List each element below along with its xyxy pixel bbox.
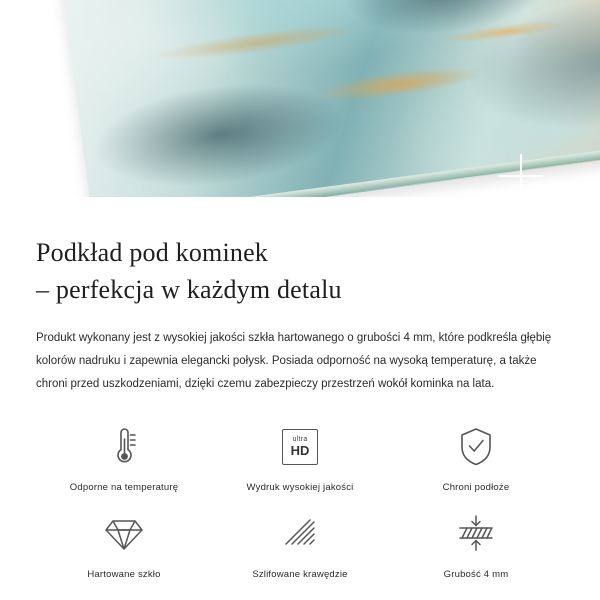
ultra-hd-icon (282, 422, 318, 472)
feature-item-print-quality (212, 422, 388, 493)
diamond-icon (104, 509, 144, 559)
page-title (36, 235, 564, 309)
page-title-line-1: Podkład pod kominek (36, 238, 269, 267)
feature-label: Odporne na temperaturę (69, 481, 179, 493)
ultra-hd-bottom-text: HD (290, 443, 310, 459)
feature-label: Chroni podłoże (442, 481, 510, 493)
feature-label: Hartowane szkło (87, 568, 161, 580)
thickness-icon (454, 509, 498, 559)
ultra-hd-top-text: ultra (292, 436, 308, 444)
content-area (0, 235, 600, 580)
feature-label: Szlifowane krawędzie (252, 568, 348, 580)
description-paragraph: Produkt wykonany jest z wysokiej jakości szkła hartowanego o grubości 4 mm, które podkreśla głębię kolorów nadruku i zapewnia elegancki połysk. Posiada odporność na wysoką temperaturę, a także chroni przed uszkodzeniami, dzięki czemu zabezpieczy przestrzeń wokół kominka na lata. (36, 331, 552, 390)
feature-item-tempered-glass (36, 509, 212, 580)
feature-grid (36, 422, 564, 580)
thermometer-icon (107, 422, 141, 472)
polished-edge-icon (280, 509, 320, 559)
feature-item-protection (388, 422, 564, 493)
feature-label: Wydruk wysokiej jakości (246, 481, 354, 493)
hero-bottom-mask (0, 197, 600, 215)
feature-item-polished-edges (212, 509, 388, 580)
page-title-line-2: – perfekcja w każdym detalu (36, 274, 342, 304)
feature-item-thickness (388, 509, 564, 580)
feature-item-temperature (36, 422, 212, 493)
glass-panel-graphic (58, 0, 600, 215)
hero-image (0, 0, 600, 215)
shield-check-icon (457, 422, 495, 472)
feature-label: Grubość 4 mm (443, 568, 509, 580)
